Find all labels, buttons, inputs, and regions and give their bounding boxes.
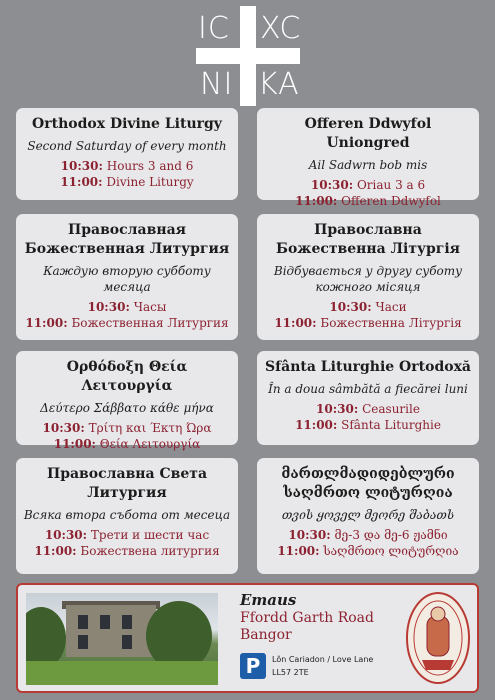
card-subtitle: Ail Sadwrn bob mis — [308, 158, 428, 172]
card-time-line: 11:00: Sfânta Liturghie — [295, 418, 441, 432]
card-time-line: 11:00: Divine Liturgy — [60, 175, 194, 189]
window — [100, 615, 110, 629]
card-title: Ορθόδοξη Θεία Λειτουργία — [66, 359, 188, 394]
card-title: მართლმადიდებლური საღმრთო ლიტურღია — [281, 466, 455, 501]
window — [122, 615, 132, 629]
window — [78, 635, 88, 649]
emblem-xc: XC — [260, 11, 302, 46]
mission-seal-icon — [405, 590, 471, 686]
address-town: Bangor — [240, 627, 292, 643]
parking-postcode: LL57 2TE — [272, 668, 309, 677]
card-title: Православна Света Литургия — [46, 466, 208, 501]
location-name: Emaus — [240, 591, 297, 609]
card-time-line: 10:30: მე-3 და მე-6 ჟამნი — [288, 528, 448, 542]
card-time-line: 11:00: Божественная Литургия — [25, 316, 229, 330]
card-time-line: 11:00: Θεία Λειτουργία — [53, 437, 201, 451]
card-time-line: 11:00: Offeren Ddwyfol — [295, 194, 441, 208]
location-panel — [16, 583, 479, 693]
card-time-line: 11:00: Божественна Літургія — [274, 316, 462, 330]
card-subtitle: Відбувається у другу суботу кожного місяця — [273, 264, 463, 294]
card-bulgarian — [16, 458, 238, 574]
card-time-line: 10:30: Hours 3 and 6 — [60, 159, 194, 173]
card-time-line: 10:30: Τρίτη και Έκτη Ώρα — [42, 421, 212, 435]
card-russian — [16, 214, 238, 340]
card-subtitle: În a doua sâmbătă a fiecărei luni — [268, 382, 468, 396]
card-time-line: 10:30: Oriau 3 a 6 — [310, 178, 426, 192]
cross-horizontal-bar — [196, 48, 300, 64]
card-time-line: 10:30: Ceasurile — [316, 402, 420, 416]
card-title: Orthodox Divine Liturgy — [32, 116, 222, 132]
building-facade — [66, 605, 156, 657]
parking-street: Lôn Cariadon / Love Lane — [272, 655, 374, 664]
window — [78, 615, 88, 629]
card-subtitle: Всяка втора събота от месеца — [23, 508, 231, 522]
card-ukrainian — [257, 214, 479, 340]
card-romanian — [257, 351, 479, 445]
card-welsh — [257, 108, 479, 208]
church-building-photo — [26, 593, 218, 685]
lawn — [26, 661, 218, 685]
card-time-line: 11:00: Божествена литургия — [34, 544, 220, 558]
parking-icon: P — [240, 653, 266, 679]
emblem-ni: NI — [200, 67, 234, 102]
card-title: Православна Божественна Літургія — [276, 222, 460, 257]
address-street: Ffordd Garth Road — [240, 610, 374, 626]
card-greek — [16, 351, 238, 451]
card-time-line: 10:30: Часи — [329, 300, 407, 314]
card-time-line: 11:00: საღმრთო ლიტურღია — [277, 544, 459, 558]
card-english — [16, 108, 238, 200]
tree — [26, 607, 66, 669]
card-subtitle: Каждую вторую субботу месяца — [43, 264, 211, 294]
card-time-line: 10:30: Часы — [87, 300, 167, 314]
card-title: Offeren Ddwyfol Uniongred — [304, 116, 432, 151]
card-title: Православная Божественная Литургия — [24, 222, 230, 257]
card-subtitle: Δεύτερο Σάββατο κάθε μήνα — [40, 401, 214, 415]
window — [122, 635, 132, 649]
card-subtitle: Second Saturday of every month — [27, 139, 227, 153]
card-georgian — [257, 458, 479, 574]
card-time-line: 10:30: Трети и шести час — [44, 528, 210, 542]
emblem-ic: IC — [198, 11, 230, 46]
card-title: Sfânta Liturghie Ortodoxă — [265, 359, 471, 375]
ic-xc-nika-cross-emblem — [196, 6, 300, 106]
card-subtitle: თვის ყოველ მეორე შაბათს — [281, 508, 455, 522]
emblem-ka: KA — [258, 67, 300, 102]
